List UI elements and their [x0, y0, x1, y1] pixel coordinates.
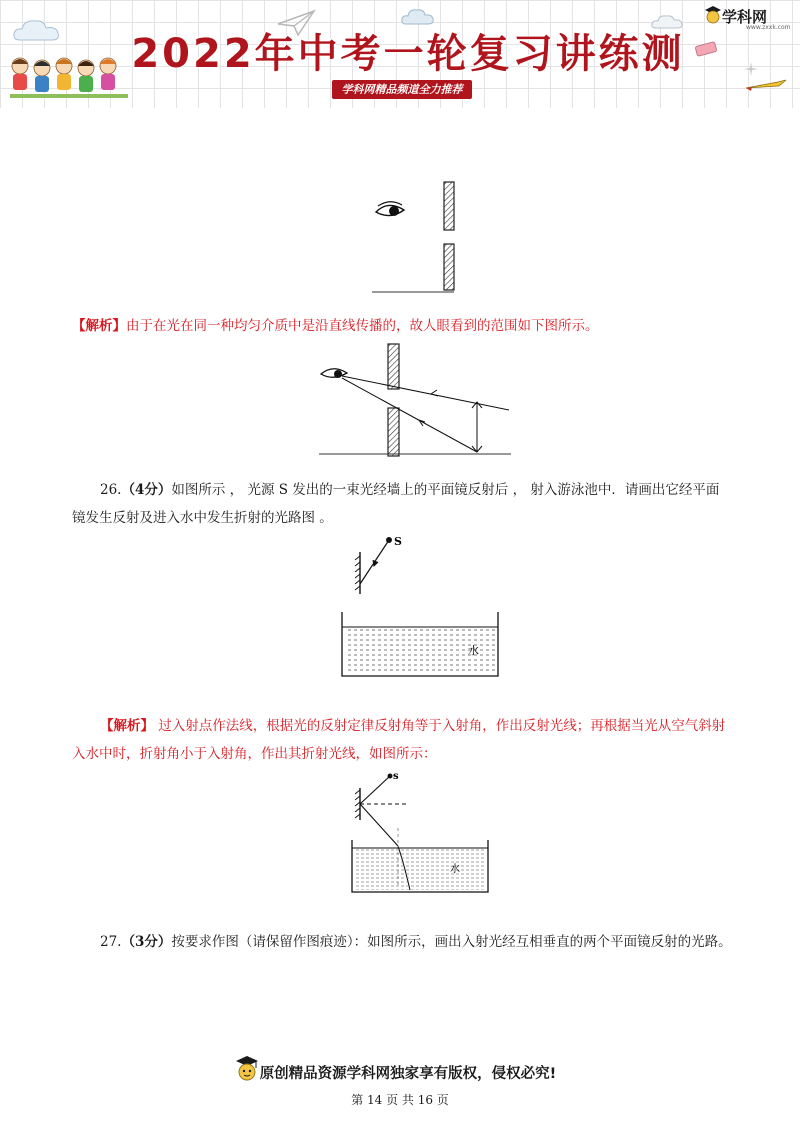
copyright-notice: [0, 1062, 800, 1083]
question-score: （4分）: [121, 482, 172, 498]
copyright-text: 原创精品资源学科网独家享有版权，侵权必究!: [259, 1066, 557, 1082]
page-number: 第 14 页 共 16 页: [351, 1093, 449, 1107]
question-number: 26.: [100, 482, 122, 498]
star-sparkle-icon: [744, 62, 758, 76]
figure-q26: [336, 528, 506, 680]
label-s: s: [393, 771, 399, 782]
question-score: （3分）: [121, 934, 172, 950]
analysis-1: [72, 312, 732, 340]
logo-text: 学科网: [722, 8, 768, 26]
logo-mascot-icon: [704, 4, 722, 26]
figure-view-range: [315, 340, 515, 460]
label-water: 水: [468, 644, 479, 657]
label-s: S: [394, 535, 402, 548]
cloud-icon: [12, 16, 62, 44]
pencil-icon: [742, 76, 788, 94]
question-text: 按要求作图（请保留作图痕迹）：如图所示，画出入射光经互相垂直的两个平面镜反射的光路。: [171, 934, 732, 950]
children-illustration-icon: [6, 56, 132, 102]
analysis-tag: 【解析】: [100, 718, 154, 734]
eraser-icon: [694, 40, 720, 58]
logo-url: www.zxxk.com: [746, 24, 791, 31]
question-text: 如图所示 ， 光源 S 发出的一束光经墙上的平面镜反射后 ， 射入游泳池中．请画出它经平面镜发生反射及进入水中发生折射的光路图 。: [72, 482, 720, 526]
analysis-tag: 【解析】: [72, 318, 126, 334]
question-27: [72, 928, 732, 956]
figure-eye-wall: [360, 172, 470, 298]
label-water: 水: [450, 864, 460, 875]
figure-analysis-2: [346, 768, 496, 896]
header-banner: 学科网精品频道全力推荐: [332, 80, 472, 99]
page-header: [0, 0, 800, 108]
question-26: [72, 476, 732, 532]
analysis-2: [72, 712, 732, 768]
analysis-text: 由于在光在同一种均匀介质中是沿直线传播的，故人眼看到的范围如下图所示。: [126, 318, 599, 334]
question-number: 27.: [100, 934, 122, 950]
page-title: 2022年中考一轮复习讲练测: [131, 31, 685, 77]
analysis-text: 过入射点作法线，根据光的反射定律反射角等于入射角，作出反射光线；再根据当光从空气斜射入水中时，折射角小于入射角，作出其折射光线，如图所示：: [72, 718, 726, 762]
